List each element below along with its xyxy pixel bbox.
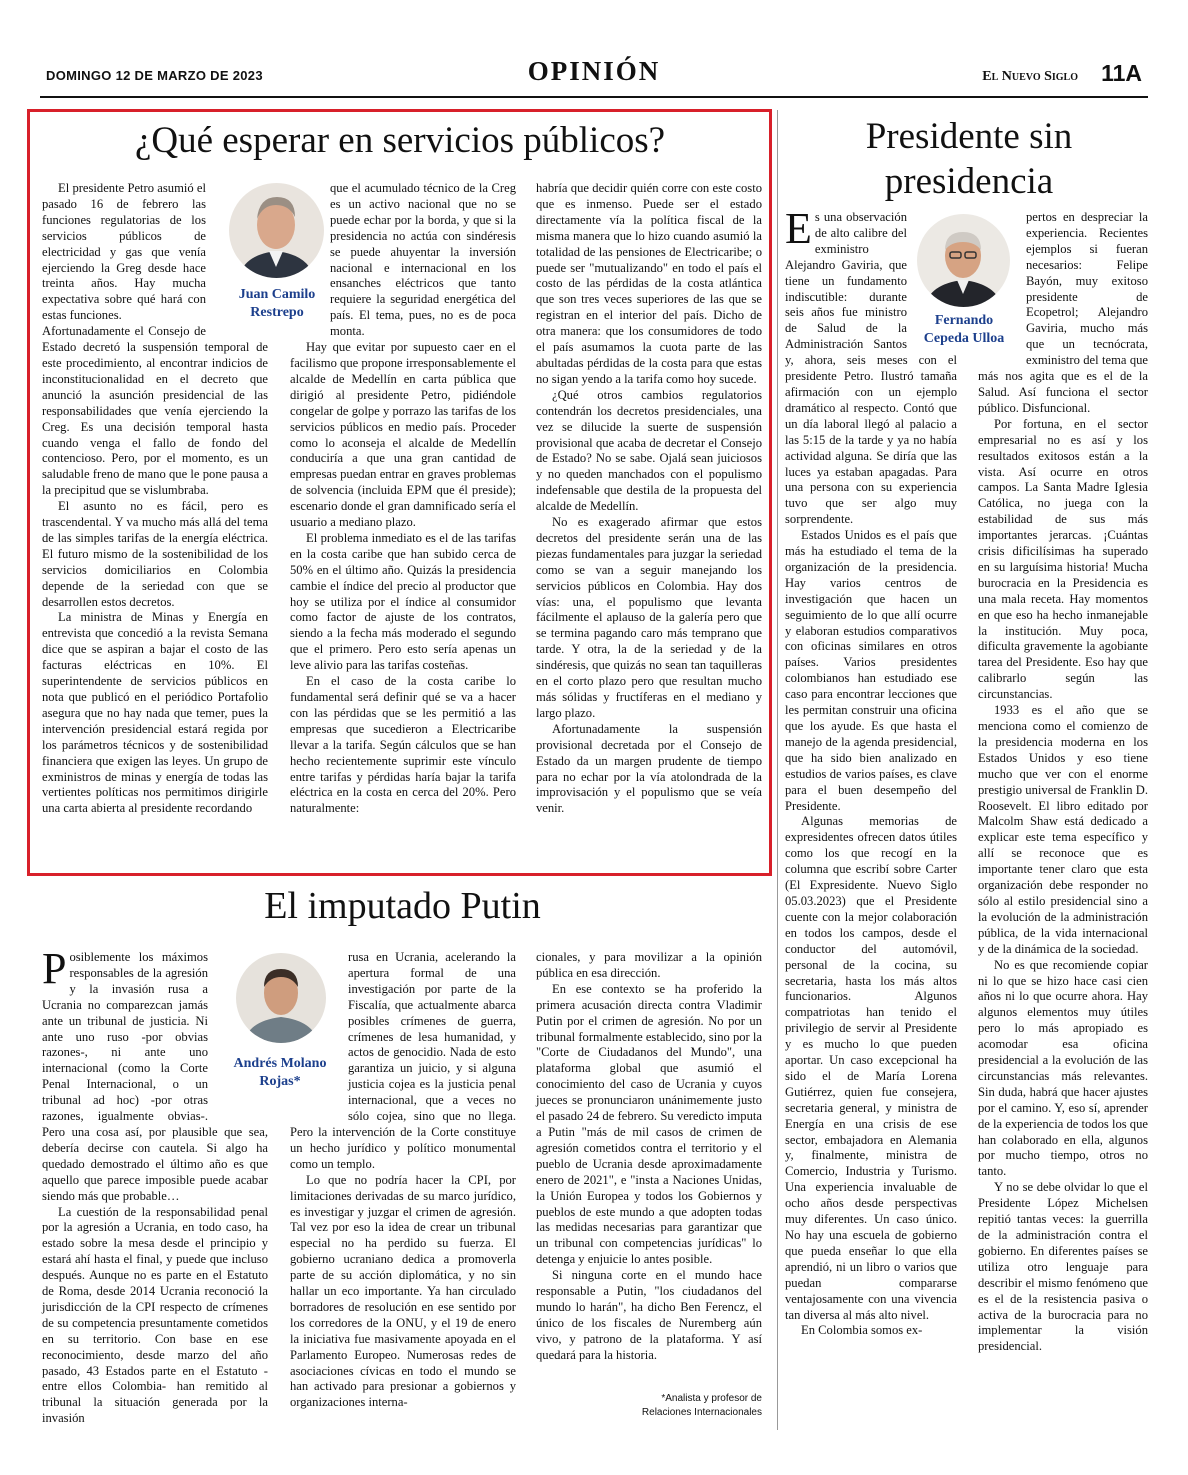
paragraph: En el caso de la costa caribe lo fundamental será definir qué se va a hacer con las pérdidas que se les permitió a las empresas que sucedieron a Electricaribe llevar a la tarifa. Según cálculos que se han hecho recientemente suprimir este vínculo entre tarifas y pérdidas haría bajar la tarifa eléctrica en la costa en cerca del 20%. Pero naturalmente: [290, 674, 516, 816]
paragraph: rusa en Ucrania, acelerando la apertura formal de una investigación por parte de la Fiscalía, que actualmente abarca posibles crímenes de guerra, crímenes de lesa humanidad, y actos de genocidio. Nada de esto garantiza un juicio, y si alguna justicia cojea es la justicia penal internacional, que a veces no sólo cojea, sino que no llega. Pero la intervención de la Corte constituye un hecho jurídico y político monumental como un templo. [290, 950, 516, 1171]
author1-first-name: Juan Camilo [238, 287, 316, 302]
paragraph: El asunto no es fácil, pero es trascendental. Y va mucho más allá del tema de las simples tarifas de la energía eléctrica. El futuro mismo de la sostenibilidad de los servicios domiciliarios en Colombia depende de la seriedad con que se desarrollen estos decretos. [42, 499, 268, 609]
article1-column1 [42, 181, 268, 817]
paragraph: Lo que no podría hacer la CPI, por limitaciones derivadas de su marco jurídico, es investigar y juzgar el crimen de agresión. Tal vez por eso la idea de crear un tribunal especial no ha perdido su fuerza. El gobierno ucraniano dedica a promoverla parte de su acción diplomática, y no sin hallar un eco importante. Ya han circulado borradores de resolución en ese sentido por los corredores de la ONU, y el 19 de enero la iniciativa fue masivamente apoyada en el Parlamento Europeo. Numerosas redes de asociaciones cívicas en todo el mundo se han activado para presionar a gobiernos y organizaciones interna- [290, 1172, 516, 1410]
footnote-line1: *Analista y profesor de [661, 1393, 762, 1404]
article3-column1 [42, 944, 268, 1427]
paragraph: Afortunadamente la suspensión provisional decretada por el Consejo de Estado da un margen prudente de tiempo para no echar por la vía atolondrada de la improvisación y el populismo que se veía venir. [536, 721, 762, 816]
article2-title-line1: Presidente sin [865, 116, 1073, 157]
article3-column2 [290, 950, 516, 1411]
column-divider [777, 110, 778, 1430]
newspaper-name: El Nuevo Siglo [982, 69, 1078, 84]
page-header [40, 52, 1148, 96]
article2-column2 [978, 210, 1148, 1355]
paragraph: Estados Unidos es el país que más ha estudiado el tema de la organización de la presidencia. Hay varios centros de investigación que hacen un seguimiento de lo que allí ocurre y elaboran estudios comparativos con oficinas similares en otros países. Varios presidentes colombianos han estudiado ese caso para encontrar lecciones que les permitan construir una oficina que los ayude. Es que hasta el manejo de la agenda presidencial, que ha sido bien analizado en estudios de varios países, es clave para el buen desempeño del Presidente. [785, 528, 957, 813]
author-footnote [536, 1392, 762, 1420]
paragraph: s una observación de alto calibre del exministro Alejandro Gaviria, que tiene un fundamento indiscutible: durante seis años fue ministro de Salud de la Administración Santos y, ahora, seis meses con el presidente Petro. Ilustró tamaña afirmación con un ejemplo dramático al respecto. Contó que un día laboral llegó al palacio a las 5:15 de la tarde y ya no había actividad alguna. Se diría que las luces ya estaban apagadas. Para una persona con su experiencia tuvo que ser algo muy sorprendente. [785, 210, 957, 527]
author1-last-name: Restrepo [250, 305, 304, 320]
paragraph: Y no se debe olvidar lo que el Presidente López Michelsen repitió tantas veces: la guerrilla de la administración contra el gobierno. En diferentes países se utiliza otro lenguaje para describir el mismo fenómeno que es el de la resistencia pasiva o activa de la burocracia para no implementar la visión presidencial. [978, 1180, 1148, 1354]
footnote-line2: Relaciones Internacionales [641, 1407, 762, 1418]
paragraph: Si ninguna corte en el mundo hace responsable a Putin, "los ciudadanos del mundo lo harán", ha dicho Ben Ferencz, el único de los fiscales de Nuremberg aún vivo, y patrono de la plataforma. Y así quedará para la historia. [536, 1268, 762, 1362]
article1-column2 [290, 181, 516, 817]
article2-title-line2: presidencia [884, 161, 1054, 202]
paragraph: que el acumulado técnico de la Creg es un activo nacional que no se puede echar por la borda, y que si la presidencia no actúa con sindéresis se puede ahuyentar la inversión nacional e internacional en los ensanches eléctricos que tanto requiere la seguridad energética del país. El tema, pues, no es de poca monta. [330, 181, 516, 339]
paragraph: Algunas memorias de expresidentes ofrecen datos útiles como los que recogí en la columna que escribí sobre Carter (El Expresidente. Nuevo Siglo 05.03.2023) que el Presidente cuente con la mejor colaboración en todos los campos, desde el conductor del automóvil, personal de la cocina, su secretaria, hasta los más altos funcionarios. Algunos compatriotas han tenido el privilegio de servir al Presidente y es mucho lo que pueden aportar. Un caso excepcional ha sido el de María Lorena Gutiérrez, quien fue consejera, secretaria general, y ministra de Energía en una crisis de ese sector, embajadora en Alemania y, finalmente, ministra de Comercio, Industria y Turismo. Una experiencia invaluable de ocho años desde perspectivas muy diferentes. Un caso único. No hay una escuela de gobierno que pueda enseñar lo que ella aprendió, ni un libro o varios que puedan compararse ventajosamente con una vivencia tan diversa al más alto nivel. [785, 814, 957, 1322]
paragraph: Afortunadamente el Consejo de Estado decretó la suspensión temporal de este procedimiento, al encontrar indicios de inconstitucionalidad en el decreto que anunció la asunción presidencial de las responsabilidades que venía ejerciendo la Creg. Es una decisión temporal hasta cuando venga el fallo de fondo del contencioso. Pero, por el momento, es un saludable freno de mano que le pone pausa a la precipitud que se vislumbraba. [42, 324, 268, 498]
section-title: OPINIÓN [527, 56, 661, 86]
paragraph: No es exagerado afirmar que estos decretos del presidente serán una de las piezas fundamentales para juzgar la seriedad como se van a seguir manejando los servicios públicos en Colombia. Hay dos vías: una, el populismo que levanta fácilmente el aplauso de la galería pero que se termina pagando caro más temprano que tarde. Y otra, la de la seriedad y de la sindéresis, que quizás no sean tan taquilleras en el corto plazo pero que resultan mucho más sólidas y fructíferas en el mediano y largo plazo. [536, 515, 762, 720]
article2-title [790, 114, 1148, 204]
page-number: 11A [1101, 60, 1142, 86]
paragraph: habría que decidir quién corre con este costo que es inmenso. Puede ser el estado directamente vía la política fiscal de la misma manera que lo hizo cuando asumió la totalidad de las pensiones de Electricaribe; o puede ser "mutualizando" en todo el país el costo de las pérdidas de la costa atlántica que son tres veces superiores de las que se registran en el interior del país. Dicho de otra manera: que los consumidores de todo el país asumamos la cuota parte de las abultadas pérdidas de la costa para que estas no sigan yendo a la tarifa como hoy sucede. [536, 181, 762, 386]
article2-column1 [785, 204, 957, 1339]
paragraph: El problema inmediato es el de las tarifas en la costa caribe que han subido cerca de 50% en el último año. Quizás la presidencia cambie el índice del precio al productor que hoy se utiliza por el índice al consumidor como factor de ajuste de los contratos, siendo a la fecha más moderado el segundo que el primero. Pero esto sería apenas un leve alivio para las tarifas costeñas. [290, 530, 516, 673]
paragraph: En Colombia somos ex- [801, 1323, 923, 1338]
dropcap-letter: E [785, 204, 812, 253]
paragraph: pertos en despreciar la experiencia. Recientes ejemplos si fueran necesarios: Felipe Bayón, muy exitoso presidente de Ecopetrol; Alejandro Gaviria, mucho más que un tecnócrata, exministro del tema que más nos agita que es el de la Salud. Así funciona el sector público. Disfuncional. [978, 210, 1148, 415]
header-rule [40, 96, 1148, 98]
paragraph: cionales, y para movilizar a la opinión pública en esa dirección. [536, 950, 762, 980]
paragraph: Hay que evitar por supuesto caer en el facilismo que propone irresponsablemente el alcalde de Medellín en carta pública que dirigió al presidente Petro, pidiéndole congelar de golpe y porrazo las tarifas de los servicios públicos en medio país. Proceder como lo aconseja el alcalde de Medellín conduciría a que una gran cantidad de empresas puedan entrar en graves problemas de solvencia (incluida EPM que él preside); escenario donde el gran damnificado sería el usuario a mediano plazo. [290, 340, 516, 530]
author3-first-name: Andrés Molano [233, 1056, 327, 1071]
paragraph: ¿Qué otros cambios regulatorios contendrán los decretos presidenciales, una vez se dilucide la suerte de suspensión provisional que acaba de decretar el Consejo de Estado? No se sabe. Ojalá sean juiciosos y no queden manchados con el populismo indefensable que destila de la propuesta del alcalde de Medellín. [536, 387, 762, 514]
author2-first-name: Fernando [934, 313, 994, 328]
paragraph: El presidente Petro asumió el pasado 16 de febrero las funciones regulatorias de los servicios públicos de electricidad y gas que venía ejerciendo la Greg desde hace treinta años. Hay mucha expectativa sobre qué hará con estas funciones. [42, 181, 206, 323]
author3-last-name: Rojas* [259, 1074, 301, 1089]
author2-last-name: Cepeda Ulloa [923, 331, 1005, 346]
edition-date: DOMINGO 12 DE MARZO DE 2023 [46, 68, 263, 83]
paragraph: osiblemente los máximos responsables de la agresión y la invasión rusa a Ucrania no comparezcan jamás ante un tribunal de justicia. Ni ante uno ruso -por obvias razones-, ni ante uno internacional (como la Corte Penal Internacional, o un tribunal ad hoc) -por otras razones, igualmente obvias-. Pero una cosa así, por plausible que sea, debería decirse con cautela. Si algo ha quedado demostrado el último año es que aquello que parece imposible puede acabar siendo más que probable… [42, 950, 268, 1203]
paragraph: No es que recomiende copiar ni lo que se hizo hace casi cien años ni lo que ocurre ahora. Hay algunos elementos muy útiles pero lo más apropiado es acomodar esa oficina presidencial a la evolución de las circunstancias más relevantes. Sin duda, habrá que hacer ajustes por el camino. Y, eso sí, aprender de la experiencia de todos los que han colaborado en ella, algunos por mucho tiempo, otros no tanto. [978, 957, 1148, 1179]
paragraph: 1933 es el año que se menciona como el comienzo de la presidencia moderna en los Estados Unidos y eso tiene mucho que ver con el enorme prestigio universal de Franklin D. Roosevelt. El libro editado por Malcolm Shaw está dedicado a explicar este tema específico y allí se reconoce que es importante tener claro que esta organización debe responder no sólo al estilo presidencial sino a la evolución de la administración pública, de la vida internacional y de la dinámica de la sociedad. [978, 703, 1148, 956]
paragraph: La ministra de Minas y Energía en entrevista que concedió a la revista Semana dice que se aspiran a bajar el costo de las facturas eléctricas en 10%. El superintendente de servicios públicos en nota que publicó en el periódico Portafolio asegura que no hay nada que temer, pues la intervención presidencial estará regida por los parámetros técnicos y de sostenibilidad financiera que exigen las leyes. Un grupo de exministros de minas y energía de todas las vertientes políticas nos permitimos dirigirle una carta abierta al presidente recordando [42, 610, 268, 816]
dropcap-letter: P [42, 944, 67, 993]
article3-title: El imputado Putin [264, 885, 541, 927]
article1-title: ¿Qué esperar en servicios públicos? [134, 120, 666, 161]
paragraph: En ese contexto se ha proferido la primera acusación directa contra Vladimir Putin por el crimen de agresión. No por un tribunal formalmente establecido, sino por la "Corte de Ciudadanos del Mundo", una plataforma global que asumió el conocimiento del caso de Ucrania y cuyos jueces se pronunciaron unánimemente justo el pasado 24 de febrero. Su veredicto imputa a Putin "más de mil casos de crimen de agresión cometidos contra el territorio y el pueblo de Ucrania desde aproximadamente enero de 2021", e "insta a Naciones Unidas, la Unión Europea y todos los Gobiernos y pueblos de este mundo a que adopten todas las medidas necesarias para garantizar que un tribunal con competencias jurídicas" lo detenga y enjuicie lo antes posible. [536, 981, 762, 1267]
paragraph: La cuestión de la responsabilidad penal por la agresión a Ucrania, en todo caso, ha estado sobre la mesa desde el principio y estará ahí hasta el final, y puede que incluso después. Aunque no es parte en el Estatuto de Roma, desde 2014 Ucrania reconoció la jurisdicción de la CPI respecto de crímenes de su competencia presuntamente cometidos en su territorio. Con base en ese reconocimiento, desde marzo del año pasado, 43 Estados parte en el Estatuto -entre ellos Colombia- han remitido al tribunal la situación generada por la invasión [42, 1204, 268, 1426]
paragraph: Por fortuna, en el sector empresarial no es así y los resultados exitosos están a la vista. Así ocurre en otros campos. La Santa Madre Iglesia Católica, no juega con la estabilidad de sus más importantes jerarcas. ¡Cuántas crisis dificilísimas ha superado en su larguísima historia! Mucha burocracia en la Presidencia es una mala receta. Hay momentos en que eso ha hecho inmanejable la institución. Muy poca, dificulta gravemente la agobiante tarea del Presidente. Eso hay que calibrarlo según las circunstancias. [978, 416, 1148, 702]
article3-column3 [536, 950, 762, 1364]
article1-column3 [536, 181, 762, 817]
